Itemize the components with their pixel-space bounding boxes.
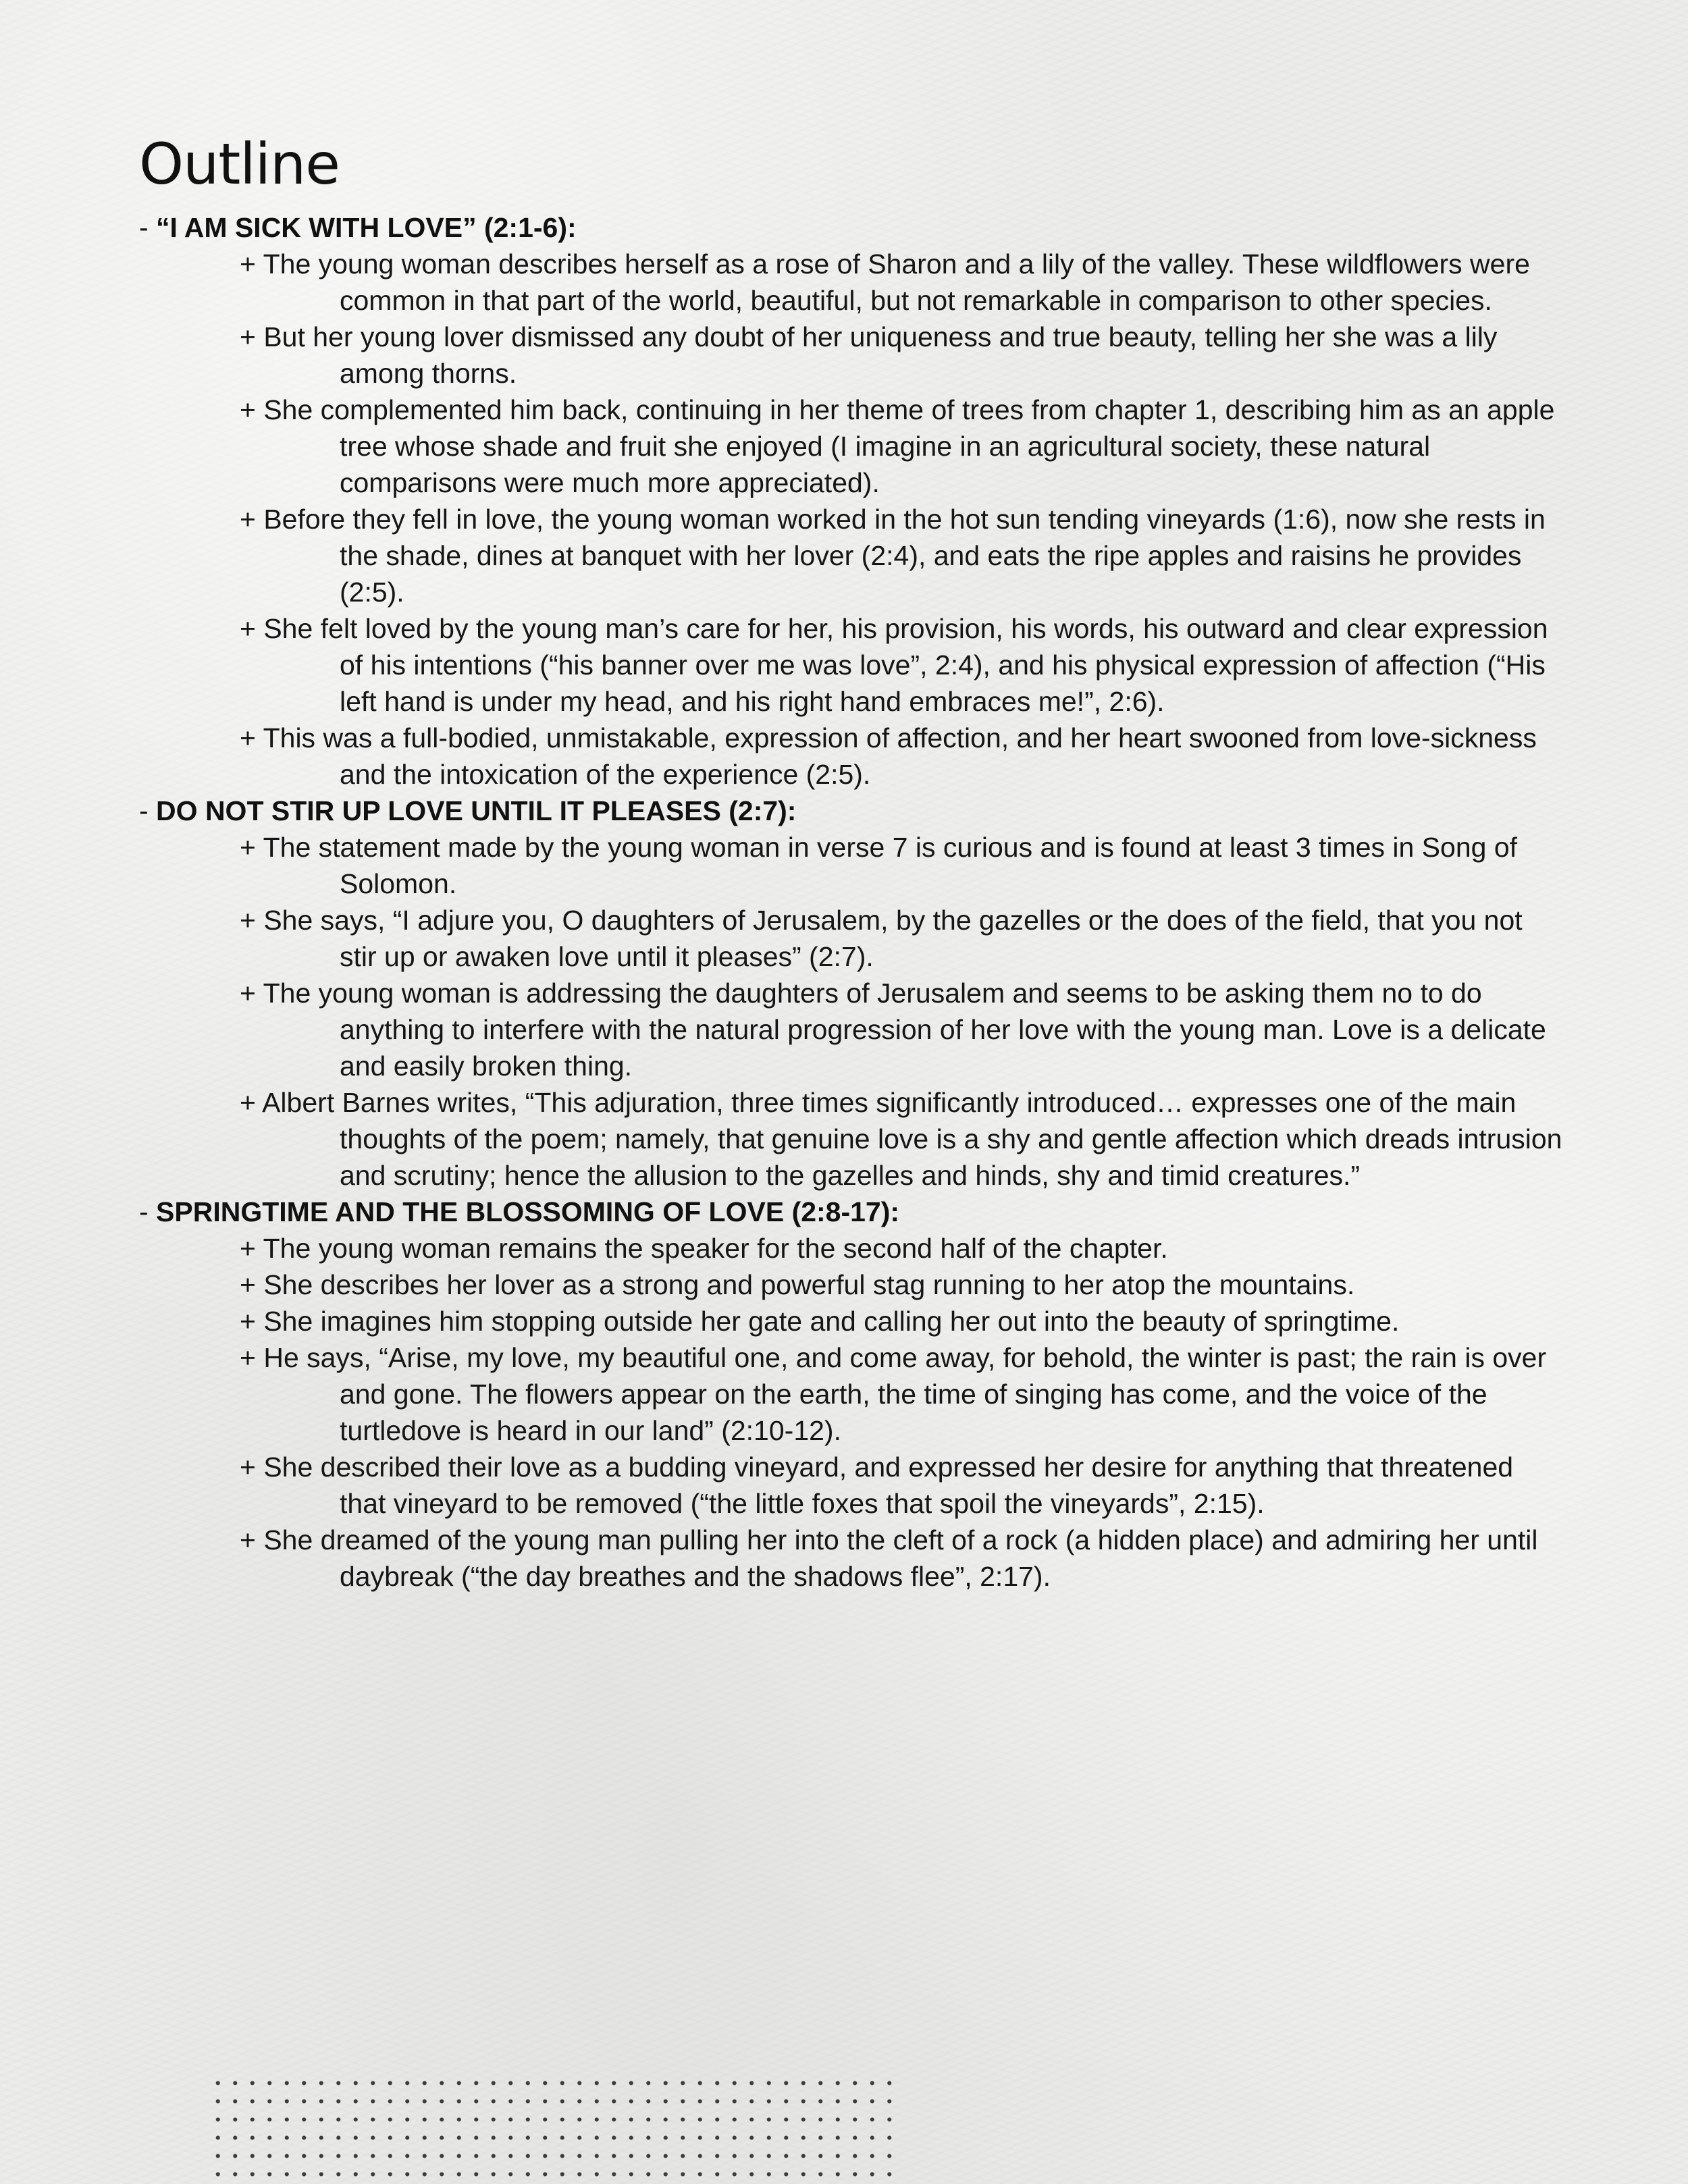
section-springtime — [139, 1194, 1564, 1595]
section-dash: - — [139, 211, 157, 243]
list-item: + The statement made by the young woman in verse 7 is curious and is found at least 3 times in Song of Solomon. — [240, 831, 1518, 899]
list-item: + She complemented him back, continuing in her theme of trees from chapter 1, describing him as an apple tree whose shade and fruit she enjoyed (I imagine in an agricultural society, these natural comparisons were much more appreciated). — [240, 394, 1555, 498]
list-item: + She describes her lover as a strong and powerful stag running to her atop the mountains. — [240, 1269, 1355, 1300]
list-item: + She felt loved by the young man’s care for her, his provision, his words, his outward and clear expression of his intentions (“his banner over me was love”, 2:4), and his physical expression of affection (“His left hand is under my head, and his right hand embraces me!”, 2:6). — [240, 612, 1548, 717]
list-item: + She dreamed of the young man pulling her into the cleft of a rock (a hidden place) and admiring her until daybreak (“the day breathes and the shadows flee”, 2:17). — [240, 1524, 1538, 1592]
list-item: + She described their love as a budding vineyard, and expressed her desire for anything that threatened that vineyard to be removed (“the little foxes that spoil the vineyards”, 2:15). — [240, 1451, 1514, 1519]
page-title: Outline — [139, 131, 340, 197]
bullet-list — [139, 246, 1564, 793]
list-item: + She imagines him stopping outside her gate and calling her out into the beauty of springtime. — [240, 1305, 1400, 1337]
bullet-list — [139, 1230, 1564, 1595]
outline-page — [139, 132, 1564, 1595]
list-item: + This was a full-bodied, unmistakable, expression of affection, and her heart swooned from love-sickness and the intoxication of the experience (2:5). — [240, 722, 1537, 790]
list-item: + Albert Barnes writes, “This adjuration, three times significantly introduced… expresses one of the main thoughts of the poem; namely, that genuine love is a shy and gentle affection which dreads intrusion and scrutiny; hence the allusion to the gazelles and hinds, shy and timid creatures.” — [240, 1086, 1562, 1191]
section-dash: - — [139, 795, 157, 826]
section-dash: - — [139, 1196, 157, 1227]
bullet-list — [139, 829, 1564, 1194]
list-item: + Before they fell in love, the young woman worked in the hot sun tending vineyards (1:6), now she rests in the shade, dines at banquet with her lover (2:4), and eats the ripe apples and raisins he provides (2:5). — [240, 503, 1546, 608]
list-item: + But her young lover dismissed any doubt of her uniqueness and true beauty, telling her she was a lily among thorns. — [240, 321, 1498, 389]
list-item: + The young woman remains the speaker for the second half of the chapter. — [240, 1232, 1168, 1264]
section-heading-text: DO NOT STIR UP LOVE UNTIL IT PLEASES (2:7): — [156, 795, 797, 826]
list-item: + She says, “I adjure you, O daughters of Jerusalem, by the gazelles or the does of the field, that you not stir up or awaken love until it pleases” (2:7). — [240, 904, 1523, 972]
section-sick-with-love — [139, 209, 1564, 793]
list-item: + The young woman is addressing the daughters of Jerusalem and seems to be asking them no to do anything to interfere with the natural progression of her love with the young man. Love is a delicate and easily broken thing. — [240, 977, 1546, 1082]
section-heading — [139, 1194, 1564, 1230]
list-item: + The young woman describes herself as a rose of Sharon and a lily of the valley. These wildflowers were common in that part of the world, beautiful, but not remarkable in comparison to other species. — [240, 248, 1530, 316]
section-do-not-stir-up-love — [139, 793, 1564, 1194]
section-heading — [139, 793, 1564, 829]
decorative-dot-grid — [209, 2074, 898, 2184]
section-heading-text: SPRINGTIME AND THE BLOSSOMING OF LOVE (2:8-17): — [156, 1196, 900, 1227]
section-heading-text: “I AM SICK WITH LOVE” (2:1-6): — [156, 211, 577, 243]
list-item: + He says, “Arise, my love, my beautiful one, and come away, for behold, the winter is past; the rain is over and gone. The flowers appear on the earth, the time of singing has come, and the voice of the turtledove is heard in our land” (2:10-12). — [240, 1341, 1547, 1446]
section-heading — [139, 209, 1564, 246]
